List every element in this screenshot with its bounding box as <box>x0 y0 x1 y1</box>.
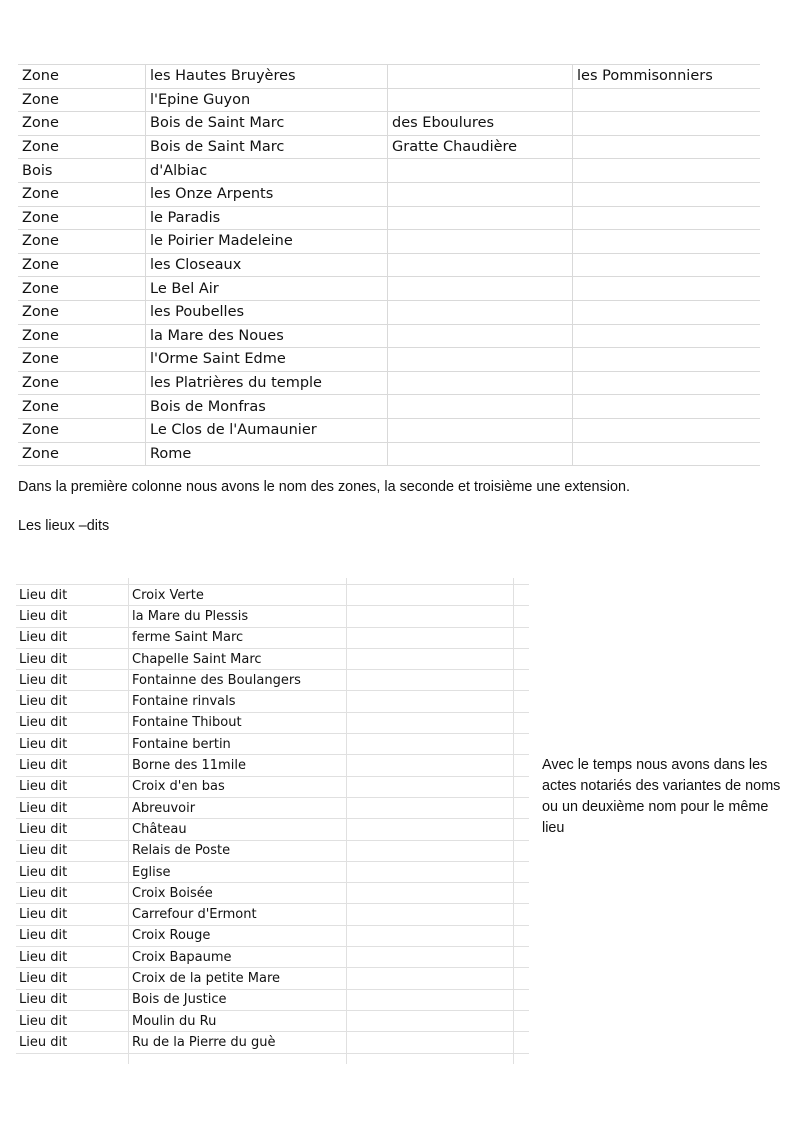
table-cell: Bois de Saint Marc <box>146 112 388 136</box>
table-row <box>16 712 529 733</box>
table-cell: Lieu dit <box>16 606 129 627</box>
empty-cell <box>347 1053 514 1064</box>
table-cell: Lieu dit <box>16 947 129 968</box>
table-cell: Château <box>129 819 347 840</box>
table-cell: Zone <box>18 112 146 136</box>
table-cell: Abreuvoir <box>129 797 347 818</box>
table-cell <box>388 348 573 372</box>
table-cell: Lieu dit <box>16 1010 129 1031</box>
table-cell: Fontaine bertin <box>129 734 347 755</box>
table-cell: Lieu dit <box>16 691 129 712</box>
table-cell <box>573 253 761 277</box>
zones-table <box>18 64 760 466</box>
table-cell <box>573 182 761 206</box>
table-cell: Eglise <box>129 861 347 882</box>
empty-cell <box>514 585 530 606</box>
table-row <box>16 989 529 1010</box>
table-row <box>18 324 760 348</box>
table-cell: Zone <box>18 324 146 348</box>
table-row <box>16 861 529 882</box>
empty-cell <box>514 1032 530 1053</box>
table-row <box>18 300 760 324</box>
empty-cell <box>514 776 530 797</box>
table-cell: Lieu dit <box>16 968 129 989</box>
table-cell: Lieu dit <box>16 734 129 755</box>
empty-cell <box>347 883 514 904</box>
empty-cell <box>514 670 530 691</box>
table-cell <box>573 300 761 324</box>
table-row <box>16 734 529 755</box>
table-cell: Zone <box>18 206 146 230</box>
table-cell: Chapelle Saint Marc <box>129 648 347 669</box>
table-cell: les Onze Arpents <box>146 182 388 206</box>
empty-cell <box>347 925 514 946</box>
empty-cell <box>514 819 530 840</box>
table-cell: les Platrières du temple <box>146 371 388 395</box>
table-cell: Zone <box>18 371 146 395</box>
table-cell: Lieu dit <box>16 670 129 691</box>
table-cell: la Mare du Plessis <box>129 606 347 627</box>
table-row <box>16 691 529 712</box>
table-cell: Borne des 11mile <box>129 755 347 776</box>
empty-cell <box>347 691 514 712</box>
table-cell: Fontainne des Boulangers <box>129 670 347 691</box>
table-cell <box>388 65 573 89</box>
table-cell <box>388 159 573 183</box>
table-cell <box>388 300 573 324</box>
table-row <box>18 442 760 466</box>
empty-cell <box>514 968 530 989</box>
empty-cell <box>514 648 530 669</box>
table-row <box>18 418 760 442</box>
table-cell <box>573 277 761 301</box>
empty-cell <box>514 734 530 755</box>
table-cell: le Poirier Madeleine <box>146 230 388 254</box>
table-cell: Carrefour d'Ermont <box>129 904 347 925</box>
table-cell: Croix Boisée <box>129 883 347 904</box>
empty-cell <box>347 627 514 648</box>
empty-cell <box>129 1053 347 1064</box>
empty-cell <box>347 1010 514 1031</box>
table-cell: Zone <box>18 253 146 277</box>
table-cell <box>388 88 573 112</box>
empty-cell <box>347 712 514 733</box>
table-cell: le Paradis <box>146 206 388 230</box>
table-row <box>16 648 529 669</box>
table-row <box>16 883 529 904</box>
table-cell: Bois de Monfras <box>146 395 388 419</box>
table-cell <box>388 206 573 230</box>
table-cell: Lieu dit <box>16 648 129 669</box>
table-row <box>16 606 529 627</box>
table-row <box>18 230 760 254</box>
empty-cell <box>347 861 514 882</box>
table-row <box>18 159 760 183</box>
table-cell <box>573 371 761 395</box>
table-cell: les Hautes Bruyères <box>146 65 388 89</box>
lieux-dits-table-body <box>16 578 529 1064</box>
table-cell: Zone <box>18 135 146 159</box>
table-row <box>16 627 529 648</box>
table-row <box>16 968 529 989</box>
empty-cell <box>514 712 530 733</box>
table-cell <box>388 371 573 395</box>
table-cell <box>388 395 573 419</box>
table-cell <box>573 348 761 372</box>
table-cell: la Mare des Noues <box>146 324 388 348</box>
table-cell <box>388 253 573 277</box>
empty-cell <box>514 840 530 861</box>
table-cell: Rome <box>146 442 388 466</box>
empty-cell <box>514 989 530 1010</box>
table-row <box>16 585 529 606</box>
table-cell: l'Epine Guyon <box>146 88 388 112</box>
table-cell <box>573 159 761 183</box>
table-cell: Relais de Poste <box>129 840 347 861</box>
empty-cell <box>514 883 530 904</box>
table-row <box>18 206 760 230</box>
table-cell: Lieu dit <box>16 585 129 606</box>
empty-cell <box>347 606 514 627</box>
empty-cell <box>347 1032 514 1053</box>
empty-cell <box>347 755 514 776</box>
table-cell: Croix Rouge <box>129 925 347 946</box>
table-cell <box>388 418 573 442</box>
table-cell: Lieu dit <box>16 925 129 946</box>
table-row <box>16 840 529 861</box>
table-row <box>16 776 529 797</box>
table-cell <box>573 88 761 112</box>
table-row <box>18 88 760 112</box>
table-cell: Lieu dit <box>16 819 129 840</box>
table-row <box>16 1010 529 1031</box>
side-note: Avec le temps nous avons dans les actes notariés des variantes de noms ou un deuxième nom pour le même lieu <box>542 757 781 836</box>
table-row <box>18 277 760 301</box>
table-cell: Bois de Justice <box>129 989 347 1010</box>
table-cell: Zone <box>18 182 146 206</box>
table-cell: Lieu dit <box>16 883 129 904</box>
table-row <box>16 925 529 946</box>
table-cell: d'Albiac <box>146 159 388 183</box>
empty-cell <box>514 797 530 818</box>
table-row <box>18 65 760 89</box>
table-cell <box>573 230 761 254</box>
table-cell: Lieu dit <box>16 904 129 925</box>
empty-cell <box>347 989 514 1010</box>
table-cell: Zone <box>18 418 146 442</box>
empty-cell <box>347 840 514 861</box>
table-cell <box>388 324 573 348</box>
table-cell <box>388 442 573 466</box>
table-cell: Lieu dit <box>16 627 129 648</box>
table-cell: Croix Bapaume <box>129 947 347 968</box>
table-cell: Le Bel Air <box>146 277 388 301</box>
table-cell: ferme Saint Marc <box>129 627 347 648</box>
table-cell <box>573 206 761 230</box>
table-cell: Lieu dit <box>16 755 129 776</box>
empty-cell <box>514 755 530 776</box>
table-row <box>16 755 529 776</box>
zones-table-body <box>18 65 760 466</box>
table-cell: Bois de Saint Marc <box>146 135 388 159</box>
table-row <box>16 670 529 691</box>
table-cell <box>573 442 761 466</box>
table-cell: Lieu dit <box>16 861 129 882</box>
empty-cell <box>347 670 514 691</box>
table-cell: Moulin du Ru <box>129 1010 347 1031</box>
table-cell: Croix d'en bas <box>129 776 347 797</box>
empty-cell <box>514 861 530 882</box>
table-row-spacer <box>16 1053 529 1064</box>
table-cell: Lieu dit <box>16 797 129 818</box>
table-cell: Croix Verte <box>129 585 347 606</box>
empty-cell <box>514 627 530 648</box>
empty-cell <box>347 734 514 755</box>
empty-cell <box>347 968 514 989</box>
table-cell: Gratte Chaudière <box>388 135 573 159</box>
empty-cell <box>514 925 530 946</box>
table-row <box>16 797 529 818</box>
empty-cell <box>16 1053 129 1064</box>
table-cell <box>573 112 761 136</box>
table-cell: Zone <box>18 348 146 372</box>
table-row <box>16 947 529 968</box>
lieux-dits-table <box>16 578 529 1064</box>
empty-cell <box>347 819 514 840</box>
empty-cell <box>514 606 530 627</box>
table-cell: des Eboulures <box>388 112 573 136</box>
table-row <box>16 819 529 840</box>
empty-cell <box>347 648 514 669</box>
table-cell <box>573 418 761 442</box>
table-cell: les Closeaux <box>146 253 388 277</box>
table-cell: Lieu dit <box>16 1032 129 1053</box>
table-cell: Lieu dit <box>16 840 129 861</box>
table-cell <box>573 324 761 348</box>
table-cell: Fontaine Thibout <box>129 712 347 733</box>
table-cell: Zone <box>18 442 146 466</box>
table-cell: les Pommisonniers <box>573 65 761 89</box>
table-row <box>18 112 760 136</box>
table-cell: Zone <box>18 300 146 324</box>
table-row <box>18 182 760 206</box>
table-cell: Zone <box>18 88 146 112</box>
table-row <box>18 253 760 277</box>
table-cell <box>388 277 573 301</box>
table-cell <box>388 182 573 206</box>
zones-description: Dans la première colonne nous avons le nom des zones, la seconde et troisième une extension. <box>18 479 630 495</box>
table-cell: Le Clos de l'Aumaunier <box>146 418 388 442</box>
empty-cell <box>347 904 514 925</box>
table-cell <box>573 135 761 159</box>
empty-cell <box>514 691 530 712</box>
empty-cell <box>514 904 530 925</box>
table-row <box>16 1032 529 1053</box>
empty-cell <box>347 797 514 818</box>
table-row <box>18 371 760 395</box>
table-cell: Zone <box>18 65 146 89</box>
empty-cell <box>514 947 530 968</box>
empty-cell <box>514 1053 530 1064</box>
table-cell: Lieu dit <box>16 776 129 797</box>
lieux-dits-heading: Les lieux –dits <box>18 518 110 534</box>
table-row <box>16 904 529 925</box>
table-cell: Croix de la petite Mare <box>129 968 347 989</box>
table-cell: Ru de la Pierre du guè <box>129 1032 347 1053</box>
table-cell <box>573 395 761 419</box>
table-cell: Zone <box>18 230 146 254</box>
table-row <box>18 348 760 372</box>
table-cell: les Poubelles <box>146 300 388 324</box>
table-cell: Fontaine rinvals <box>129 691 347 712</box>
table-cell: Zone <box>18 395 146 419</box>
table-cell: Lieu dit <box>16 712 129 733</box>
table-cell: Zone <box>18 277 146 301</box>
empty-cell <box>347 776 514 797</box>
table-cell: l'Orme Saint Edme <box>146 348 388 372</box>
table-cell <box>388 230 573 254</box>
table-row <box>18 395 760 419</box>
table-row <box>18 135 760 159</box>
empty-cell <box>514 1010 530 1031</box>
empty-cell <box>347 585 514 606</box>
empty-cell <box>347 947 514 968</box>
table-cell: Bois <box>18 159 146 183</box>
table-cell: Lieu dit <box>16 989 129 1010</box>
